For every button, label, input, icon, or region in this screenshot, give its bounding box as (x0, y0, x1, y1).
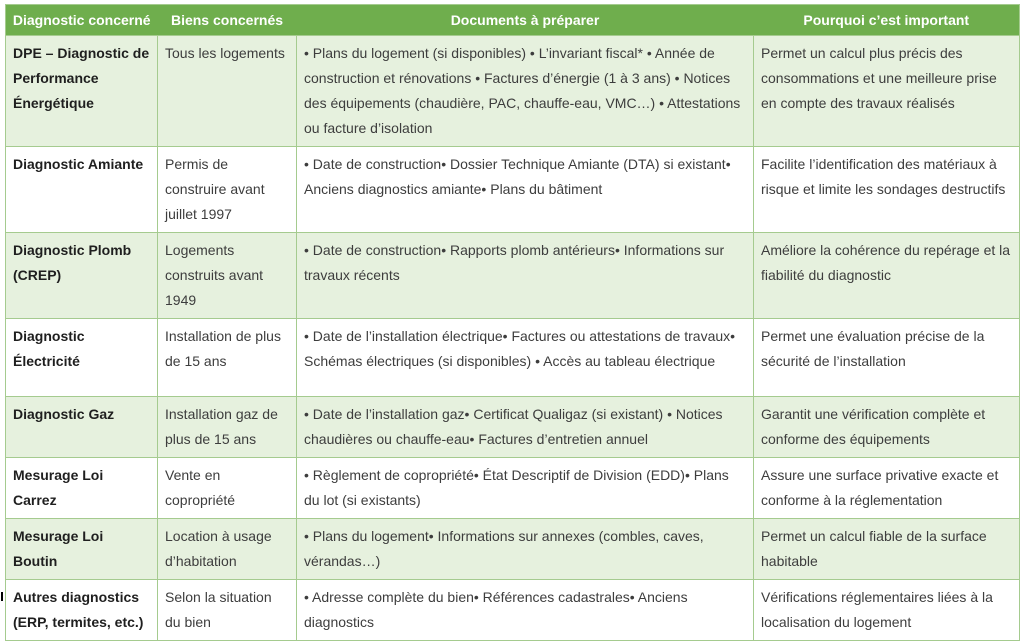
documents-cell: • Date de construction• Rapports plomb antérieurs• Informations sur travaux récents (297, 233, 754, 319)
pourquoi-cell: Facilite l’identification des matériaux à risque et limite les sondages destructifs (754, 147, 1020, 233)
table-row (6, 458, 1020, 519)
text-cursor (1, 592, 3, 601)
pourquoi-cell: Permet une évaluation précise de la sécurité de l’installation (754, 319, 1020, 397)
table-row (6, 519, 1020, 580)
pourquoi-cell: Garantit une vérification complète et conforme des équipements (754, 397, 1020, 458)
biens-cell: Permis de construire avant juillet 1997 (158, 147, 297, 233)
table-row (6, 36, 1020, 147)
documents-cell: • Règlement de copropriété• État Descriptif de Division (EDD)• Plans du lot (si existants) (297, 458, 754, 519)
column-header-biens: Biens concernés (158, 5, 297, 36)
column-header-documents: Documents à préparer (297, 5, 754, 36)
biens-cell: Tous les logements (158, 36, 297, 147)
column-header-diagnostic: Diagnostic concerné (6, 5, 158, 36)
table-row (6, 580, 1020, 641)
biens-cell: Installation de plus de 15 ans (158, 319, 297, 397)
documents-cell: • Date de construction• Dossier Technique Amiante (DTA) si existant• Anciens diagnostics amiante• Plans du bâtiment (297, 147, 754, 233)
diagnostic-cell: Mesurage Loi Boutin (6, 519, 158, 580)
documents-cell: • Plans du logement (si disponibles) • L’invariant fiscal* • Année de construction et rénovations • Factures d’énergie (1 à 3 ans) • Notices des équipements (chaudière, PAC, chauffe-eau, VMC…) • Attestations ou facture d’isolation (297, 36, 754, 147)
pourquoi-cell: Permet un calcul plus précis des consommations et une meilleure prise en compte des travaux réalisés (754, 36, 1020, 147)
pourquoi-cell: Améliore la cohérence du repérage et la fiabilité du diagnostic (754, 233, 1020, 319)
table-row (6, 397, 1020, 458)
biens-cell: Selon la situation du bien (158, 580, 297, 641)
documents-cell: • Date de l’installation gaz• Certificat Qualigaz (si existant) • Notices chaudières ou chauffe-eau• Factures d’entretien annuel (297, 397, 754, 458)
biens-cell: Location à usage d’habitation (158, 519, 297, 580)
biens-cell: Logements construits avant 1949 (158, 233, 297, 319)
diagnostic-cell: Diagnostic Plomb (CREP) (6, 233, 158, 319)
pourquoi-cell: Permet un calcul fiable de la surface habitable (754, 519, 1020, 580)
biens-cell: Installation gaz de plus de 15 ans (158, 397, 297, 458)
table-row (6, 319, 1020, 397)
diagnostics-table (5, 4, 1020, 641)
pourquoi-cell: Vérifications réglementaires liées à la localisation du logement (754, 580, 1020, 641)
table-row (6, 147, 1020, 233)
pourquoi-cell: Assure une surface privative exacte et conforme à la réglementation (754, 458, 1020, 519)
documents-cell: • Date de l’installation électrique• Factures ou attestations de travaux• Schémas électriques (si disponibles) • Accès au tableau électrique (297, 319, 754, 397)
biens-cell: Vente en copropriété (158, 458, 297, 519)
diagnostic-cell: DPE – Diagnostic de Performance Énergétique (6, 36, 158, 147)
diagnostic-cell: Diagnostic Gaz (6, 397, 158, 458)
column-header-pourquoi: Pourquoi c’est important (754, 5, 1020, 36)
diagnostic-cell: Diagnostic Amiante (6, 147, 158, 233)
table-header-row (6, 5, 1020, 36)
diagnostic-cell: Diagnostic Électricité (6, 319, 158, 397)
table-row (6, 233, 1020, 319)
diagnostic-cell: Mesurage Loi Carrez (6, 458, 158, 519)
documents-cell: • Plans du logement• Informations sur annexes (combles, caves, vérandas…) (297, 519, 754, 580)
diagnostic-cell: Autres diagnostics (ERP, termites, etc.) (6, 580, 158, 641)
documents-cell: • Adresse complète du bien• Références cadastrales• Anciens diagnostics (297, 580, 754, 641)
